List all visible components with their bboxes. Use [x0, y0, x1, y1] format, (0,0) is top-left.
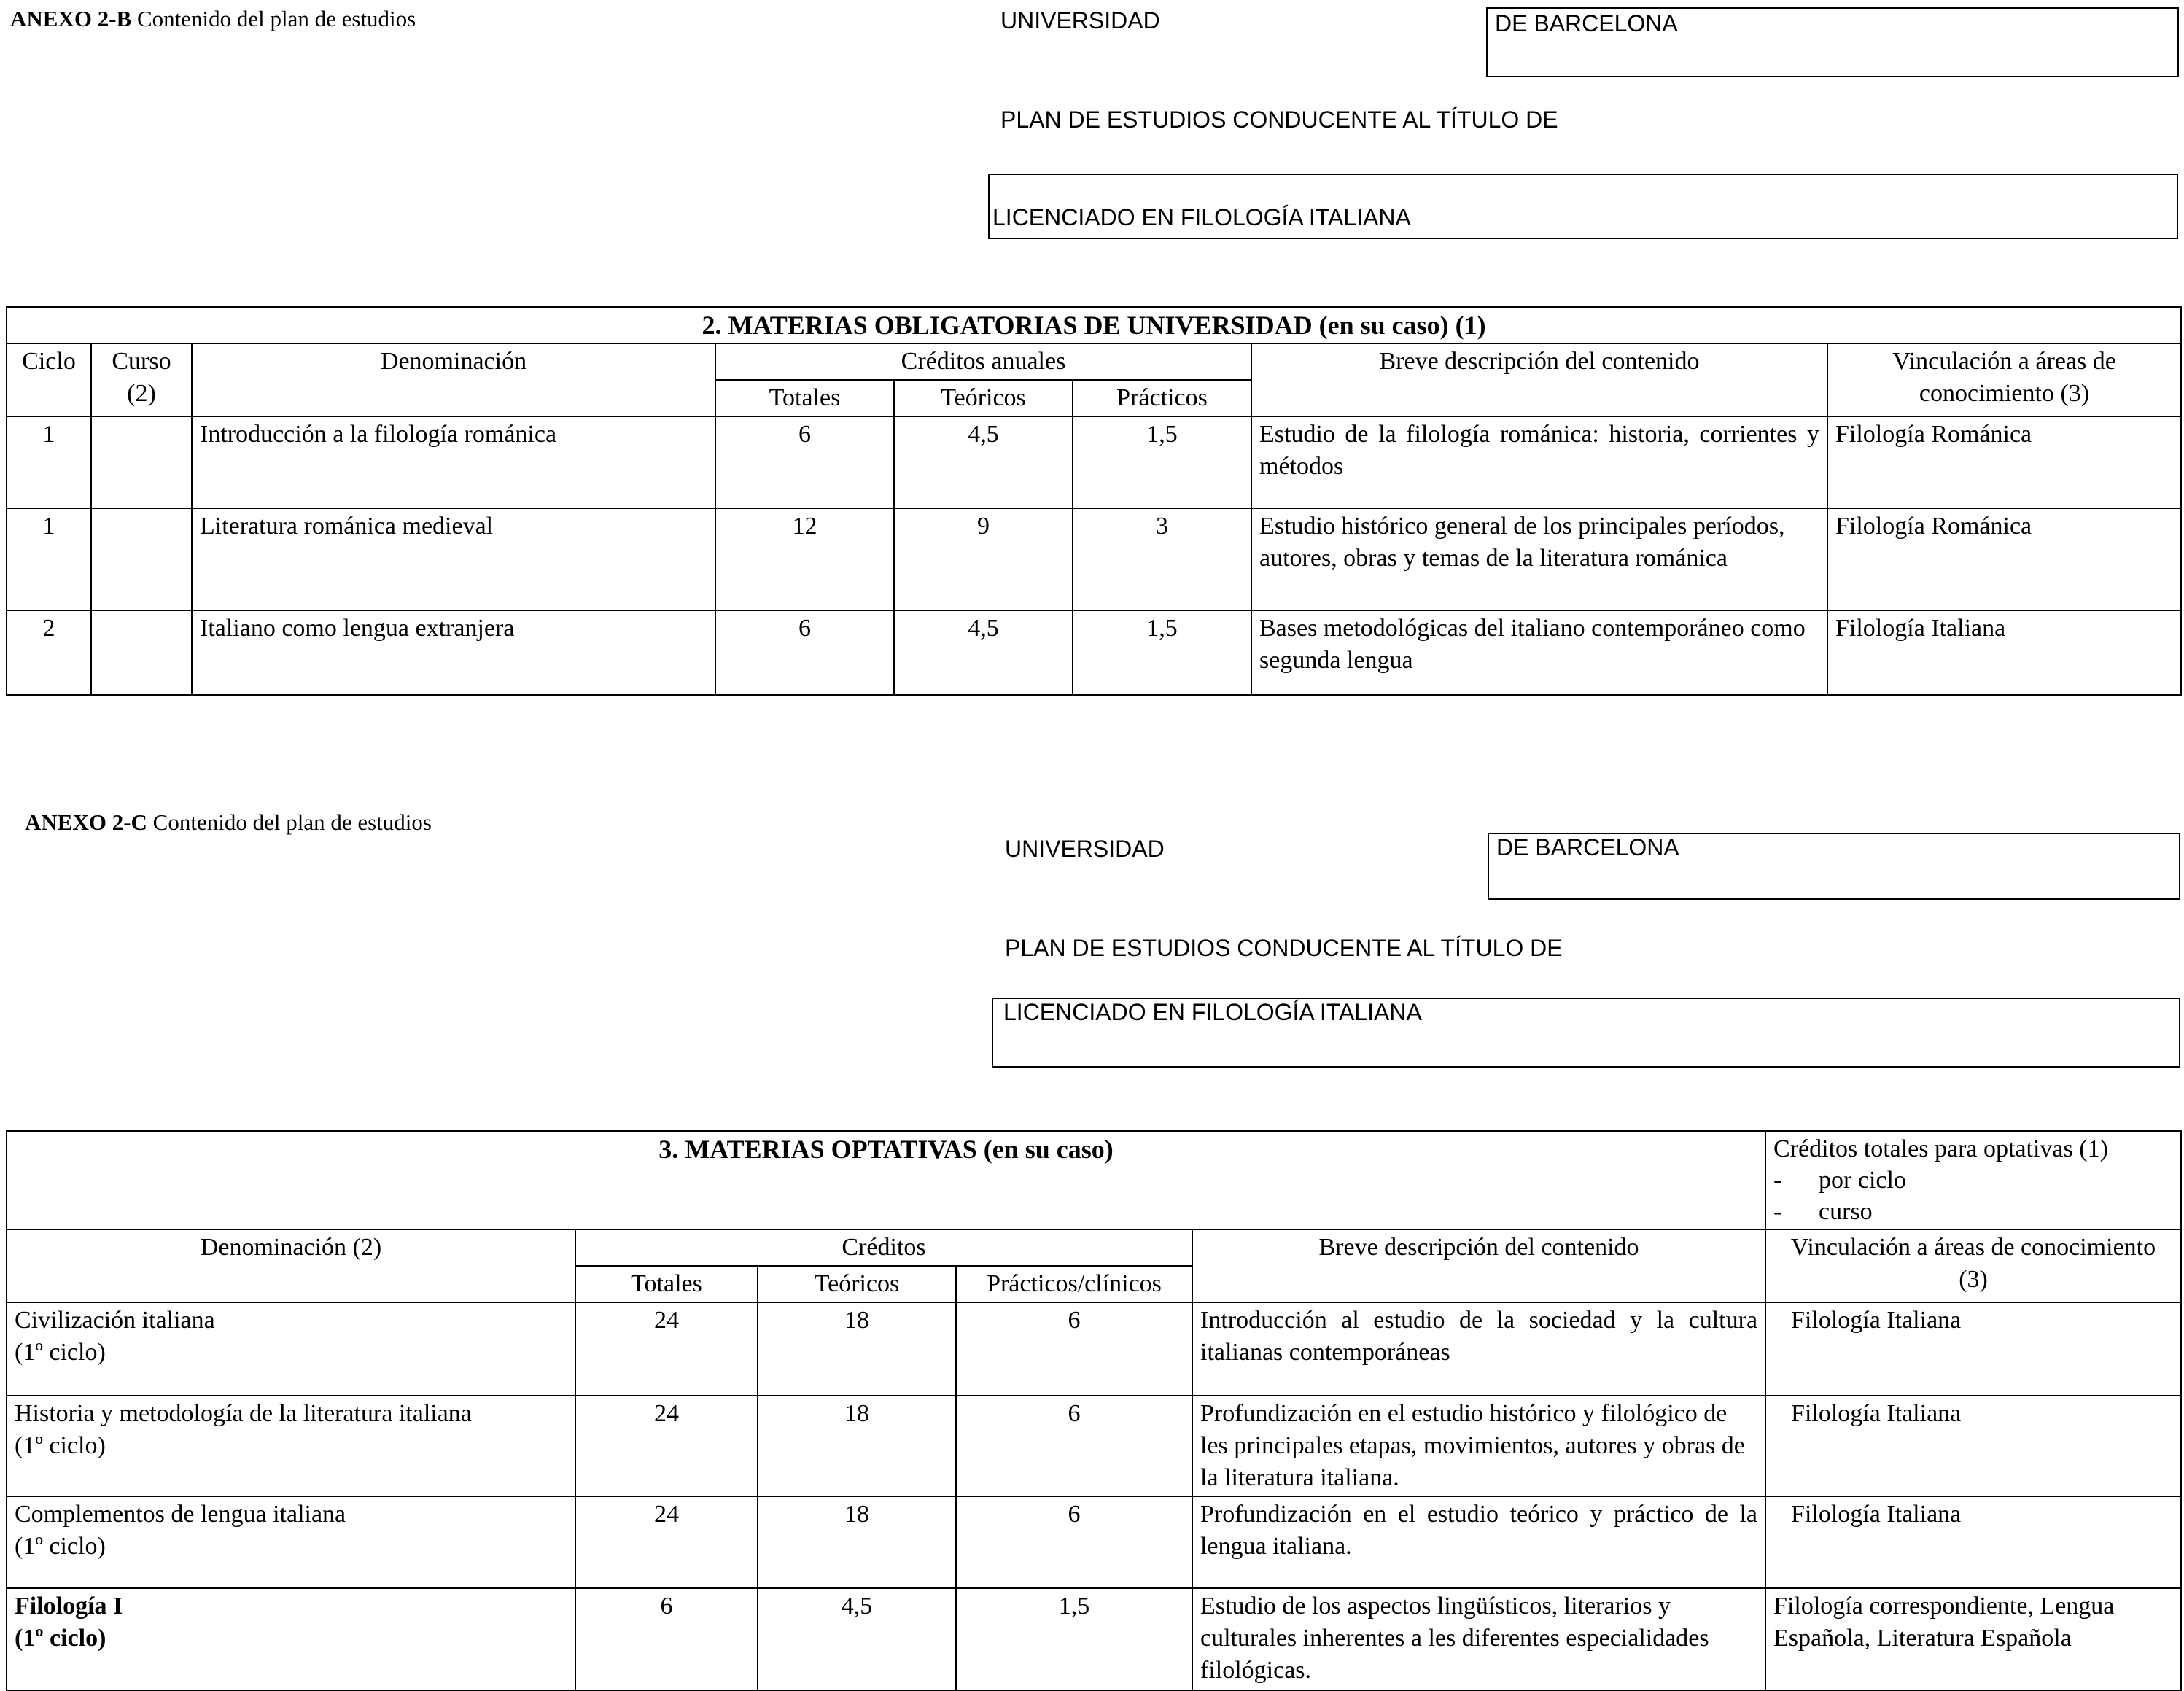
cell-vinculacion: Filología correspondiente, Lengua Española, Literatura Española: [1765, 1588, 2181, 1690]
header-teoricos: Teóricos: [758, 1266, 956, 1302]
cell-descripcion: Estudio histórico general de los principales períodos, autores, obras y temas de la literatura románica: [1251, 508, 1827, 610]
cell-descripcion: Estudio de los aspectos lingüísticos, literarios y culturales inherentes a les diferentes especialidades filológicas.: [1192, 1588, 1765, 1690]
anexo-c-heading: [25, 809, 432, 836]
anexo-b-suffix: Contenido del plan de estudios: [136, 6, 416, 31]
titulo-value-b: LICENCIADO EN FILOLOGÍA ITALIANA: [992, 204, 1411, 230]
header-vinculacion: Vinculación a áreas de conocimiento (3): [1827, 343, 2181, 416]
cell-totales: 24: [575, 1496, 758, 1588]
header-descripcion: Breve descripción del contenido: [1192, 1229, 1765, 1302]
cell-curso: [91, 610, 192, 695]
cell-denominacion: Italiano como lengua extranjera: [192, 610, 715, 695]
denominacion-ciclo: (1º ciclo): [15, 1625, 106, 1652]
denominacion-ciclo: (1º ciclo): [15, 1533, 106, 1560]
cell-denominacion: Literatura románica medieval: [192, 508, 715, 610]
cell-teoricos: 4,5: [894, 610, 1073, 695]
titulo-box-c: [992, 998, 2180, 1068]
cell-descripcion: Estudio de la filología románica: historia, corrientes y métodos: [1251, 416, 1827, 508]
cell-denominacion: [7, 1302, 575, 1396]
table-row: [7, 1496, 2181, 1588]
cell-practicos: 1,5: [1073, 416, 1251, 508]
plan-label-c: PLAN DE ESTUDIOS CONDUCENTE AL TÍTULO DE: [1005, 935, 1563, 961]
titulo-box-b: [988, 174, 2178, 239]
header-creditos-anuales: Créditos anuales: [715, 343, 1251, 380]
universidad-value-b: DE BARCELONA: [1495, 10, 1678, 36]
denominacion-ciclo: (1º ciclo): [15, 1339, 106, 1366]
cell-totales: 6: [575, 1588, 758, 1690]
materias-obligatorias-table: [6, 306, 2182, 696]
table-row: [7, 1588, 2181, 1690]
header-teoricos: Teóricos: [894, 380, 1073, 416]
header-descripcion: Breve descripción del contenido: [1251, 343, 1827, 416]
cell-totales: 24: [575, 1302, 758, 1396]
header-denominacion: Denominación: [192, 343, 715, 416]
cell-teoricos: 18: [758, 1496, 956, 1588]
cell-descripcion: Introducción al estudio de la sociedad y la cultura italianas contemporáneas: [1192, 1302, 1765, 1396]
cell-totales: 6: [715, 416, 894, 508]
cell-vinculacion: Filología Italiana: [1765, 1396, 2181, 1496]
creditos-optativas-por-ciclo: por ciclo: [1819, 1167, 1906, 1194]
cell-curso: [91, 416, 192, 508]
cell-curso: [91, 508, 192, 610]
cell-practicos: 1,5: [1073, 610, 1251, 695]
header-totales: Totales: [715, 380, 894, 416]
cell-practicos: 6: [956, 1302, 1192, 1396]
plan-label-b: PLAN DE ESTUDIOS CONDUCENTE AL TÍTULO DE: [1000, 106, 1558, 133]
cell-teoricos: 4,5: [758, 1588, 956, 1690]
cell-totales: 24: [575, 1396, 758, 1496]
cell-teoricos: 18: [758, 1396, 956, 1496]
universidad-label-c: UNIVERSIDAD: [1005, 836, 1165, 862]
cell-practicos: 3: [1073, 508, 1251, 610]
cell-vinculacion: Filología Románica: [1827, 508, 2181, 610]
cell-vinculacion: Filología Italiana: [1765, 1496, 2181, 1588]
table-row: [7, 416, 2181, 508]
header-practicos: Prácticos: [1073, 380, 1251, 416]
header-vinculacion: Vinculación a áreas de conocimiento (3): [1765, 1229, 2181, 1302]
table-row: [7, 508, 2181, 610]
cell-descripcion: Profundización en el estudio teórico y práctico de la lengua italiana.: [1192, 1496, 1765, 1588]
table-c-title: 3. MATERIAS OPTATIVAS (en su caso): [7, 1131, 1765, 1229]
cell-denominacion: [7, 1396, 575, 1496]
table-b-title: 2. MATERIAS OBLIGATORIAS DE UNIVERSIDAD (en su caso) (1): [7, 307, 2181, 343]
cell-teoricos: 4,5: [894, 416, 1073, 508]
creditos-optativas-label: Créditos totales para optativas (1): [1773, 1135, 2108, 1162]
header-denominacion: Denominación (2): [7, 1229, 575, 1302]
table-row: [7, 1396, 2181, 1496]
cell-teoricos: 9: [894, 508, 1073, 610]
cell-descripcion: Bases metodológicas del italiano contemporáneo como segunda lengua: [1251, 610, 1827, 695]
anexo-c-prefix: ANEXO 2-C: [25, 809, 147, 835]
table-row: [7, 610, 2181, 695]
cell-teoricos: 18: [758, 1302, 956, 1396]
header-creditos: Créditos: [575, 1229, 1192, 1266]
header-practicos-clinicos: Prácticos/clínicos: [956, 1266, 1192, 1302]
anexo-b-heading: [10, 6, 416, 32]
table-row: [7, 1302, 2181, 1396]
titulo-value-c: LICENCIADO EN FILOLOGÍA ITALIANA: [1003, 999, 1422, 1025]
header-ciclo: Ciclo: [7, 343, 91, 416]
cell-descripcion: Profundización en el estudio histórico y filológico de les principales etapas, movimientos, autores y obras de la literatura italiana.: [1192, 1396, 1765, 1496]
cell-totales: 12: [715, 508, 894, 610]
anexo-b-prefix: ANEXO 2-B: [10, 6, 132, 31]
header-totales: Totales: [575, 1266, 758, 1302]
materias-optativas-table: [6, 1130, 2182, 1691]
cell-ciclo: 1: [7, 416, 91, 508]
universidad-label-b: UNIVERSIDAD: [1000, 7, 1160, 34]
universidad-box-b: [1486, 7, 2179, 77]
cell-vinculacion: Filología Italiana: [1827, 610, 2181, 695]
cell-ciclo: 2: [7, 610, 91, 695]
cell-practicos: 6: [956, 1496, 1192, 1588]
universidad-box-c: [1488, 833, 2180, 900]
creditos-optativas-cell: Créditos totales para optativas (1) - por ciclo - curso: [1765, 1131, 2181, 1229]
universidad-value-c: DE BARCELONA: [1496, 834, 1679, 860]
denominacion-name: Civilización italiana: [15, 1307, 215, 1334]
denominacion-name: Complementos de lengua italiana: [15, 1501, 346, 1528]
anexo-c-suffix: Contenido del plan de estudios: [152, 809, 432, 835]
cell-denominacion: [7, 1496, 575, 1588]
cell-totales: 6: [715, 610, 894, 695]
cell-denominacion: [7, 1588, 575, 1690]
denominacion-name: Historia y metodología de la literatura italiana: [15, 1400, 472, 1427]
cell-vinculacion: Filología Románica: [1827, 416, 2181, 508]
creditos-optativas-curso: curso: [1819, 1198, 1873, 1225]
cell-practicos: 6: [956, 1396, 1192, 1496]
denominacion-ciclo: (1º ciclo): [15, 1432, 106, 1459]
cell-practicos: 1,5: [956, 1588, 1192, 1690]
cell-denominacion: Introducción a la filología románica: [192, 416, 715, 508]
cell-vinculacion: Filología Italiana: [1765, 1302, 2181, 1396]
cell-ciclo: 1: [7, 508, 91, 610]
denominacion-name: Filología I: [15, 1593, 123, 1620]
header-curso: Curso (2): [91, 343, 192, 416]
